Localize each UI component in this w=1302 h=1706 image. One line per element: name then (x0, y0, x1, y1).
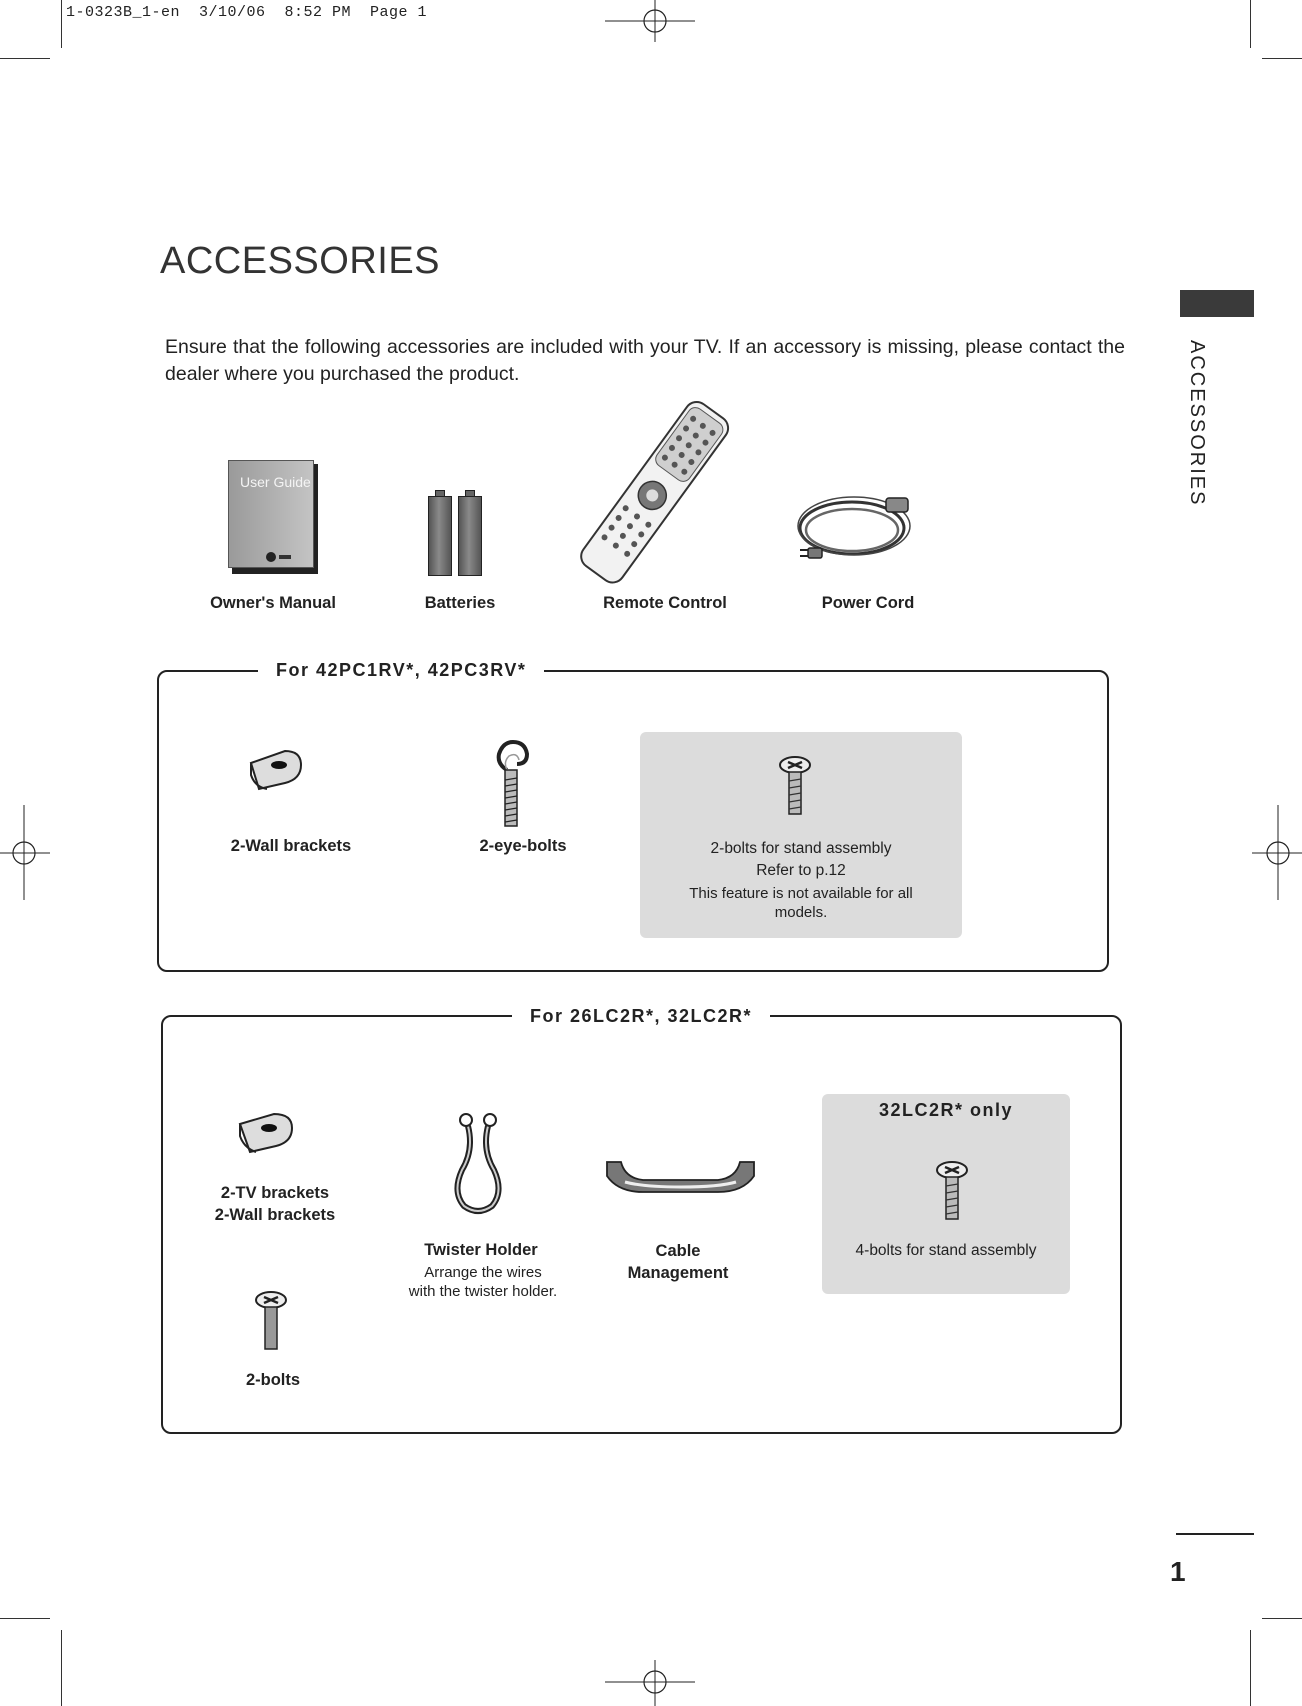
registration-mark-bottom (605, 1660, 695, 1706)
tv-bracket-icon (236, 1108, 296, 1158)
batteries-image (428, 488, 486, 576)
wall-brackets-label: 2-Wall brackets (230, 837, 352, 855)
stand-bolts-label: 2-bolts for stand assembly (710, 840, 892, 857)
lg-logo-icon (266, 552, 276, 562)
registration-mark-left (0, 805, 50, 900)
side-label: ACCESSORIES (1186, 340, 1208, 507)
crop-mark (1250, 1630, 1251, 1706)
crop-mark (0, 58, 50, 59)
page-number: 1 (1170, 1556, 1186, 1587)
manual-cover-text: User Guide (240, 474, 311, 490)
power-cord-label: Power Cord (821, 594, 915, 612)
bolts-label: 2-bolts (245, 1371, 301, 1389)
eye-bolt-icon (495, 740, 531, 830)
wall-brackets-label-2: 2-Wall brackets (214, 1206, 336, 1224)
page-number-rule (1176, 1533, 1254, 1535)
crop-mark (0, 1618, 50, 1619)
crop-mark (1262, 1618, 1302, 1619)
tv-brackets-label: 2-TV brackets (220, 1184, 330, 1202)
page-title: ACCESSORIES (160, 240, 441, 282)
twister-note-1: Arrange the wires (424, 1264, 542, 1281)
cable-management-icon (603, 1156, 758, 1196)
refer-page-label: Refer to p.12 (756, 862, 846, 879)
batteries-label: Batteries (424, 594, 496, 612)
owners-manual-label: Owner's Manual (210, 594, 336, 612)
model-box-42pc-title: For 42PC1RV*, 42PC3RV* (258, 660, 544, 681)
wall-bracket-icon (245, 745, 305, 795)
crop-mark (1250, 0, 1251, 48)
remote-control-image (570, 398, 740, 583)
bolt-icon (935, 1160, 969, 1222)
twister-holder-icon (448, 1110, 508, 1218)
4-bolts-label: 4-bolts for stand assembly (855, 1242, 1037, 1259)
remote-control-label: Remote Control (603, 594, 727, 612)
intro-text: Ensure that the following accessories are included with your TV. If an accessory is missing, please contact the dealer where you purchased the product. (165, 336, 1125, 385)
bolt-icon (254, 1290, 288, 1352)
model-box-42pc (157, 670, 1109, 972)
availability-note: This feature is not available for all models. (689, 885, 913, 921)
twister-note-2: with the twister holder. (408, 1283, 558, 1300)
battery-icon (458, 496, 482, 576)
side-tab (1180, 290, 1254, 317)
bolt-icon (778, 755, 812, 817)
registration-mark-top (605, 0, 695, 50)
twister-holder-label: Twister Holder (424, 1241, 538, 1259)
registration-mark-right (1252, 805, 1302, 900)
32lc2r-only-title: 32LC2R* only (878, 1100, 1014, 1120)
crop-mark (1262, 58, 1302, 59)
crop-mark (61, 0, 62, 48)
owners-manual-image (228, 460, 318, 574)
print-header: 1-0323B_1-en 3/10/06 8:52 PM Page 1 (66, 4, 428, 21)
cable-management-label-1: Cable (655, 1242, 701, 1260)
model-box-lc2r-title: For 26LC2R*, 32LC2R* (512, 1006, 770, 1027)
battery-icon (428, 496, 452, 576)
crop-mark (61, 1630, 62, 1706)
power-cord-image (790, 490, 920, 565)
cable-management-label-2: Management (627, 1264, 729, 1282)
eye-bolts-label: 2-eye-bolts (479, 837, 567, 855)
